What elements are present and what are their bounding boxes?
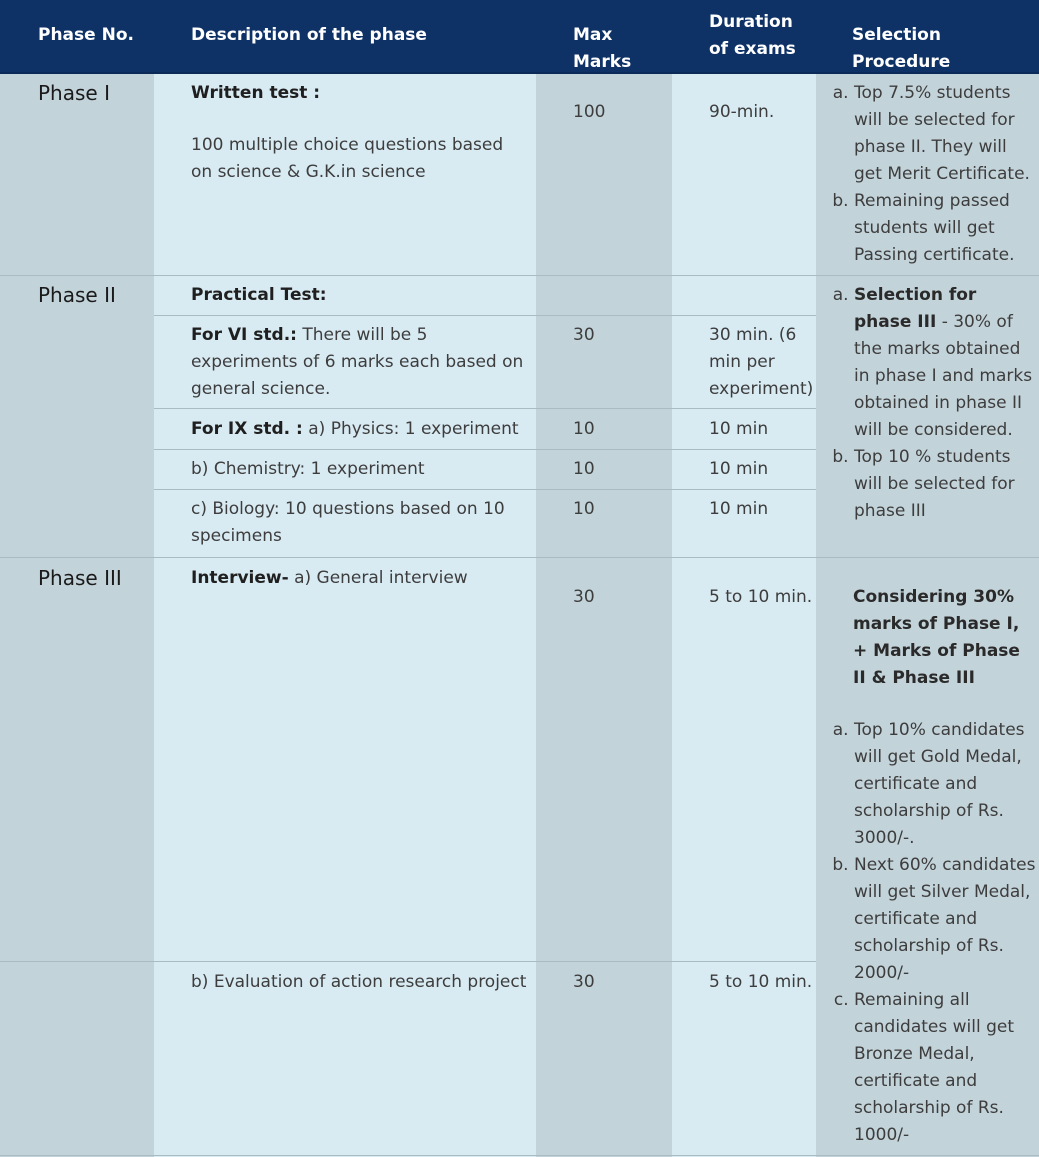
phase-2-chemistry-duration: 10 min bbox=[709, 459, 769, 479]
phase-2-row-ix-physics bbox=[191, 416, 531, 443]
row-bold-label: Interview- bbox=[191, 568, 289, 588]
phase-2-row-chemistry: b) Chemistry: 1 experiment bbox=[191, 459, 425, 479]
phase-1-max-marks: 100 bbox=[573, 102, 606, 122]
phase-3-interview-duration: 5 to 10 min. bbox=[709, 587, 813, 607]
header-max-marks: Max Marks bbox=[573, 25, 632, 72]
phase-3-label: Phase III bbox=[38, 566, 122, 590]
row-text: There will be 5 experiments of 6 marks each based on general science. bbox=[191, 325, 524, 399]
selection-item: a. Top 7.5% students will be selected for phase II. They will get Merit Certificate. bbox=[854, 80, 1039, 188]
row-divider bbox=[0, 1155, 1039, 1156]
phase-2-chemistry-max-marks: 10 bbox=[573, 459, 595, 479]
selection-item: c. Remaining all candidates will get Bronze Medal, certificate and scholarship of Rs. 1000/- bbox=[854, 987, 1039, 1149]
phase-1-label: Phase I bbox=[38, 81, 110, 105]
phase-3-interview bbox=[191, 565, 531, 592]
selection-item bbox=[854, 282, 1039, 444]
row-text: a) Physics: 1 experiment bbox=[302, 419, 519, 439]
phase-2-row-biology: c) Biology: 10 questions based on 10 specimens bbox=[191, 499, 505, 546]
row-bold-label: For IX std. : bbox=[191, 419, 303, 439]
selection-item: b. Top 10 % students will be selected for phase III bbox=[854, 444, 1039, 525]
phase-1-detail: 100 multiple choice questions based on science & G.K.in science bbox=[191, 135, 504, 182]
header-description: Description of the phase bbox=[191, 25, 427, 45]
row-divider bbox=[0, 557, 1039, 558]
row-divider bbox=[154, 449, 816, 450]
selection-item: a. Top 10% candidates will get Gold Medal, certificate and scholarship of Rs. 3000/-. bbox=[854, 717, 1039, 852]
row-divider bbox=[154, 315, 816, 316]
phase-2-vi-duration: 30 min. (6 min per experiment) bbox=[709, 325, 814, 399]
phase-2-physics-duration: 10 min bbox=[709, 419, 769, 439]
header-phase-no: Phase No. bbox=[38, 25, 134, 45]
phase-1-duration: 90-min. bbox=[709, 102, 775, 122]
row-divider bbox=[0, 275, 1039, 276]
row-divider bbox=[154, 489, 816, 490]
row-divider bbox=[154, 408, 816, 409]
phase-2-selection bbox=[816, 282, 1039, 525]
phase-2-biology-max-marks: 10 bbox=[573, 499, 595, 519]
selection-bold: Selection for phase III bbox=[854, 285, 977, 332]
header-selection: Selection Procedure bbox=[852, 25, 951, 72]
row-divider bbox=[0, 961, 816, 962]
header-duration: Duration of exams bbox=[709, 12, 796, 59]
phase-2-vi-max-marks: 30 bbox=[573, 325, 595, 345]
phase-1-selection bbox=[816, 80, 1039, 269]
phase-2-biology-duration: 10 min bbox=[709, 499, 769, 519]
selection-intro-text: Considering 30% marks of Phase I, + Marks of Phase II & Phase III bbox=[853, 587, 1020, 688]
phase-3-project: b) Evaluation of action research project bbox=[191, 972, 527, 992]
phase-3-project-duration: 5 to 10 min. bbox=[709, 972, 813, 992]
phase-column-bg bbox=[0, 74, 154, 1157]
phase-1-title: Written test : bbox=[191, 83, 321, 103]
selection-text: - 30% of the marks obtained in phase I and marks obtained in phase II will be considered. bbox=[854, 312, 1033, 440]
phase-2-row-vi bbox=[191, 322, 531, 403]
phase-2-physics-max-marks: 10 bbox=[573, 419, 595, 439]
row-text: a) General interview bbox=[288, 568, 468, 588]
phase-3-selection bbox=[816, 717, 1039, 1149]
phase-3-selection-intro bbox=[853, 584, 1033, 692]
selection-item: b. Next 60% candidates will get Silver Medal, certificate and scholarship of Rs. 2000/- bbox=[854, 852, 1039, 987]
phase-2-label: Phase II bbox=[38, 283, 116, 307]
max-marks-column-bg bbox=[536, 74, 672, 1157]
phase-3-interview-max-marks: 30 bbox=[573, 587, 595, 607]
row-bold-label: For VI std.: bbox=[191, 325, 297, 345]
phase-3-project-max-marks: 30 bbox=[573, 972, 595, 992]
phase-2-title: Practical Test: bbox=[191, 285, 327, 305]
selection-item: b. Remaining passed students will get Passing certificate. bbox=[854, 188, 1039, 269]
